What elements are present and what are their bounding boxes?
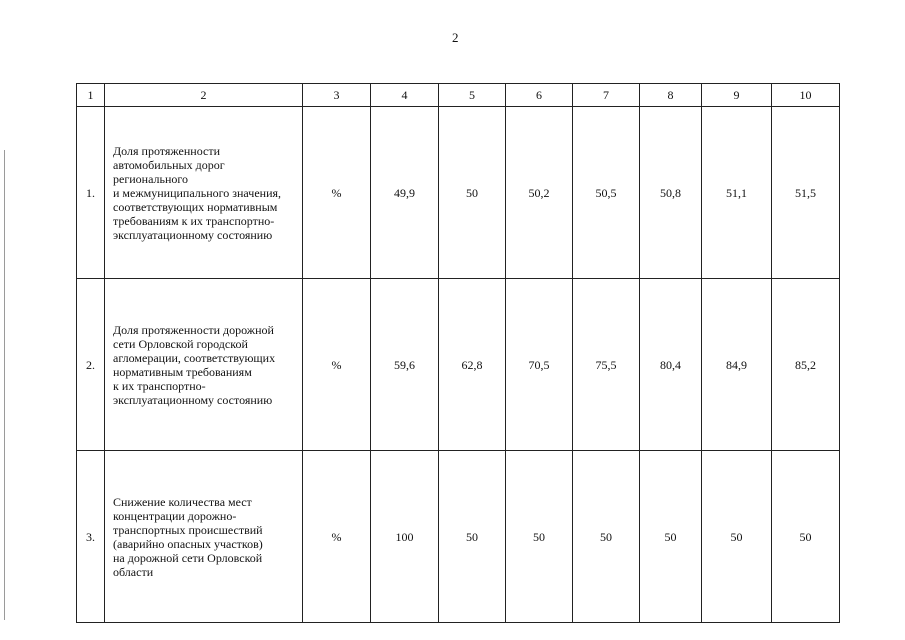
column-header: 2: [105, 84, 303, 107]
indicators-table: [76, 83, 840, 623]
column-header: 8: [640, 84, 702, 107]
column-header: 7: [573, 84, 640, 107]
indicator-description: Доля протяженности дорожной сети Орловской городской агломерации, соответствующих нормативным требованиям к их транспортно- эксплуатационному состоянию: [105, 279, 303, 451]
column-header: 10: [772, 84, 840, 107]
row-number: 2.: [77, 279, 105, 451]
value-cell: 50: [702, 451, 772, 623]
value-cell: 51,5: [772, 107, 840, 279]
value-cell: 49,9: [371, 107, 439, 279]
table-row: [77, 279, 840, 451]
value-cell: 50: [439, 107, 506, 279]
row-number: 1.: [77, 107, 105, 279]
value-cell: 75,5: [573, 279, 640, 451]
value-cell: 50: [640, 451, 702, 623]
row-number: 3.: [77, 451, 105, 623]
indicator-description: Доля протяженности автомобильных дорог регионального и межмуниципального значения, соответствующих нормативным требованиям к их транспортно- эксплуатационному состоянию: [105, 107, 303, 279]
column-header: 5: [439, 84, 506, 107]
value-cell: 59,6: [371, 279, 439, 451]
value-cell: 50,5: [573, 107, 640, 279]
column-header: 4: [371, 84, 439, 107]
table-row: [77, 451, 840, 623]
value-cell: 50,2: [506, 107, 573, 279]
value-cell: 80,4: [640, 279, 702, 451]
table-header-row: [77, 84, 840, 107]
column-header: 3: [303, 84, 371, 107]
unit-cell: %: [303, 451, 371, 623]
table-row: [77, 107, 840, 279]
value-cell: 85,2: [772, 279, 840, 451]
column-header: 1: [77, 84, 105, 107]
unit-cell: %: [303, 279, 371, 451]
column-header: 6: [506, 84, 573, 107]
value-cell: 50,8: [640, 107, 702, 279]
column-header: 9: [702, 84, 772, 107]
value-cell: 50: [506, 451, 573, 623]
indicator-description: Снижение количества мест концентрации дорожно- транспортных происшествий (аварийно опасных участков) на дорожной сети Орловской области: [105, 451, 303, 623]
page-number: 2: [452, 30, 459, 45]
value-cell: 51,1: [702, 107, 772, 279]
value-cell: 70,5: [506, 279, 573, 451]
value-cell: 50: [573, 451, 640, 623]
value-cell: 100: [371, 451, 439, 623]
value-cell: 62,8: [439, 279, 506, 451]
value-cell: 50: [439, 451, 506, 623]
value-cell: 84,9: [702, 279, 772, 451]
value-cell: 50: [772, 451, 840, 623]
unit-cell: %: [303, 107, 371, 279]
scan-margin-line: [4, 150, 5, 620]
